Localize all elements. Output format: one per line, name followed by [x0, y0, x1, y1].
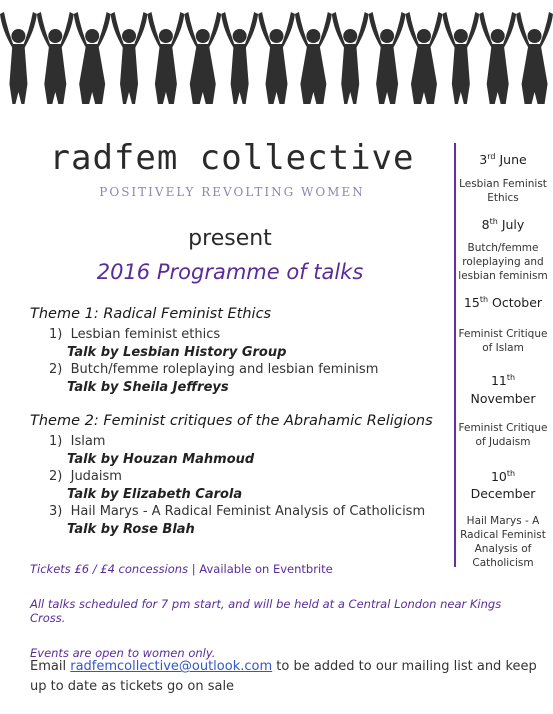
list-number: 2)	[49, 362, 63, 377]
list-item	[49, 469, 460, 504]
event-topic: Feminist Critique of Islam	[458, 328, 548, 355]
woman-silhouette	[369, 12, 406, 104]
list-number: 3)	[49, 504, 63, 519]
schedule-entry	[458, 148, 548, 205]
talk-speaker: Talk by Houzan Mahmoud	[67, 452, 255, 467]
theme-block	[30, 413, 460, 539]
theme-title: Theme 1: Radical Feminist Ethics	[30, 306, 272, 322]
woman-silhouette	[111, 12, 148, 104]
list-item	[49, 362, 460, 397]
event-date: 8th July	[481, 217, 525, 233]
topic-text: Judaism	[70, 469, 122, 484]
topic-text: Islam	[70, 434, 106, 449]
schedule-text: All talks scheduled for 7 pm start, and will be held at a Central London near Kings Cross.	[30, 597, 502, 625]
women-silhouettes-banner	[0, 0, 553, 112]
women-only-notice: Events are open to women only.	[30, 646, 216, 660]
programme-title: 2016 Programme of talks	[96, 260, 364, 284]
mailing-prefix: Email	[30, 659, 67, 674]
theme-title: Theme 2: Feminist critiques of the Abrahamic Religions	[30, 413, 433, 429]
woman-silhouette	[147, 12, 184, 104]
list-number: 2)	[49, 469, 63, 484]
theme-block	[30, 306, 460, 397]
event-topic: Feminist Critique of Judaism	[458, 421, 548, 448]
brand-tagline: POSITIVELY REVOLTING WOMEN	[99, 185, 365, 199]
theme-list	[30, 434, 460, 539]
list-item	[49, 327, 460, 362]
event-topic: Butch/femme roleplaying and lesbian feminism	[458, 242, 548, 283]
woman-silhouette	[479, 12, 516, 104]
ticket-price: Tickets £6 / £4 concessions	[30, 562, 189, 576]
schedule-entry	[458, 213, 548, 283]
schedule-entry	[458, 465, 548, 570]
event-topic: Hail Marys - A Radical Feminist Analysis of Catholicism	[460, 514, 546, 569]
theme-list	[30, 327, 460, 397]
list-item	[49, 504, 460, 539]
woman-silhouette	[37, 12, 74, 104]
talk-speaker: Talk by Rose Blah	[67, 522, 195, 537]
woman-silhouette	[0, 12, 37, 104]
woman-silhouette	[258, 12, 295, 104]
brand-logo	[22, 138, 442, 199]
topic-text: Hail Marys - A Radical Feminist Analysis of Catholicism	[70, 504, 426, 519]
event-date: 15th October	[463, 295, 543, 311]
present-word: present	[188, 226, 272, 251]
event-date: 11th November	[470, 373, 536, 406]
schedule-entry	[458, 291, 548, 355]
programme-heading	[0, 225, 460, 287]
topic-text: Butch/femme roleplaying and lesbian feminism	[70, 362, 379, 377]
themes-section	[30, 306, 460, 539]
woman-silhouette	[221, 12, 258, 104]
event-date: 3rd June	[479, 152, 527, 168]
list-item	[49, 434, 460, 469]
woman-silhouette	[442, 12, 479, 104]
event-topic: Lesbian Feminist Ethics	[459, 178, 547, 205]
sidebar-divider	[454, 143, 456, 567]
list-number: 1)	[49, 327, 63, 342]
woman-silhouette	[516, 12, 553, 104]
talk-speaker: Talk by Elizabeth Carola	[67, 487, 243, 502]
woman-silhouette	[406, 12, 443, 104]
woman-silhouette	[295, 12, 332, 104]
schedule-entry	[458, 369, 548, 448]
talk-speaker: Talk by Sheila Jeffreys	[67, 380, 229, 395]
list-number: 1)	[49, 434, 63, 449]
topic-text: Lesbian feminist ethics	[70, 327, 221, 342]
mailing-list-text	[30, 657, 540, 697]
brand-name: radfem collective	[49, 138, 415, 178]
mailing-suffix: to be added to our mailing list and keep up to date as tickets go on sale	[30, 659, 537, 694]
talk-speaker: Talk by Lesbian History Group	[67, 345, 287, 360]
event-date: 10th December	[470, 468, 536, 501]
woman-silhouette	[332, 12, 369, 104]
separator: |	[191, 562, 196, 576]
woman-silhouette	[184, 12, 221, 104]
availability-text: Available on Eventbrite	[199, 562, 333, 576]
email-link[interactable]: radfemcollective@outlook.com	[70, 659, 273, 674]
woman-silhouette	[74, 12, 111, 104]
schedule-sidebar	[458, 148, 548, 570]
